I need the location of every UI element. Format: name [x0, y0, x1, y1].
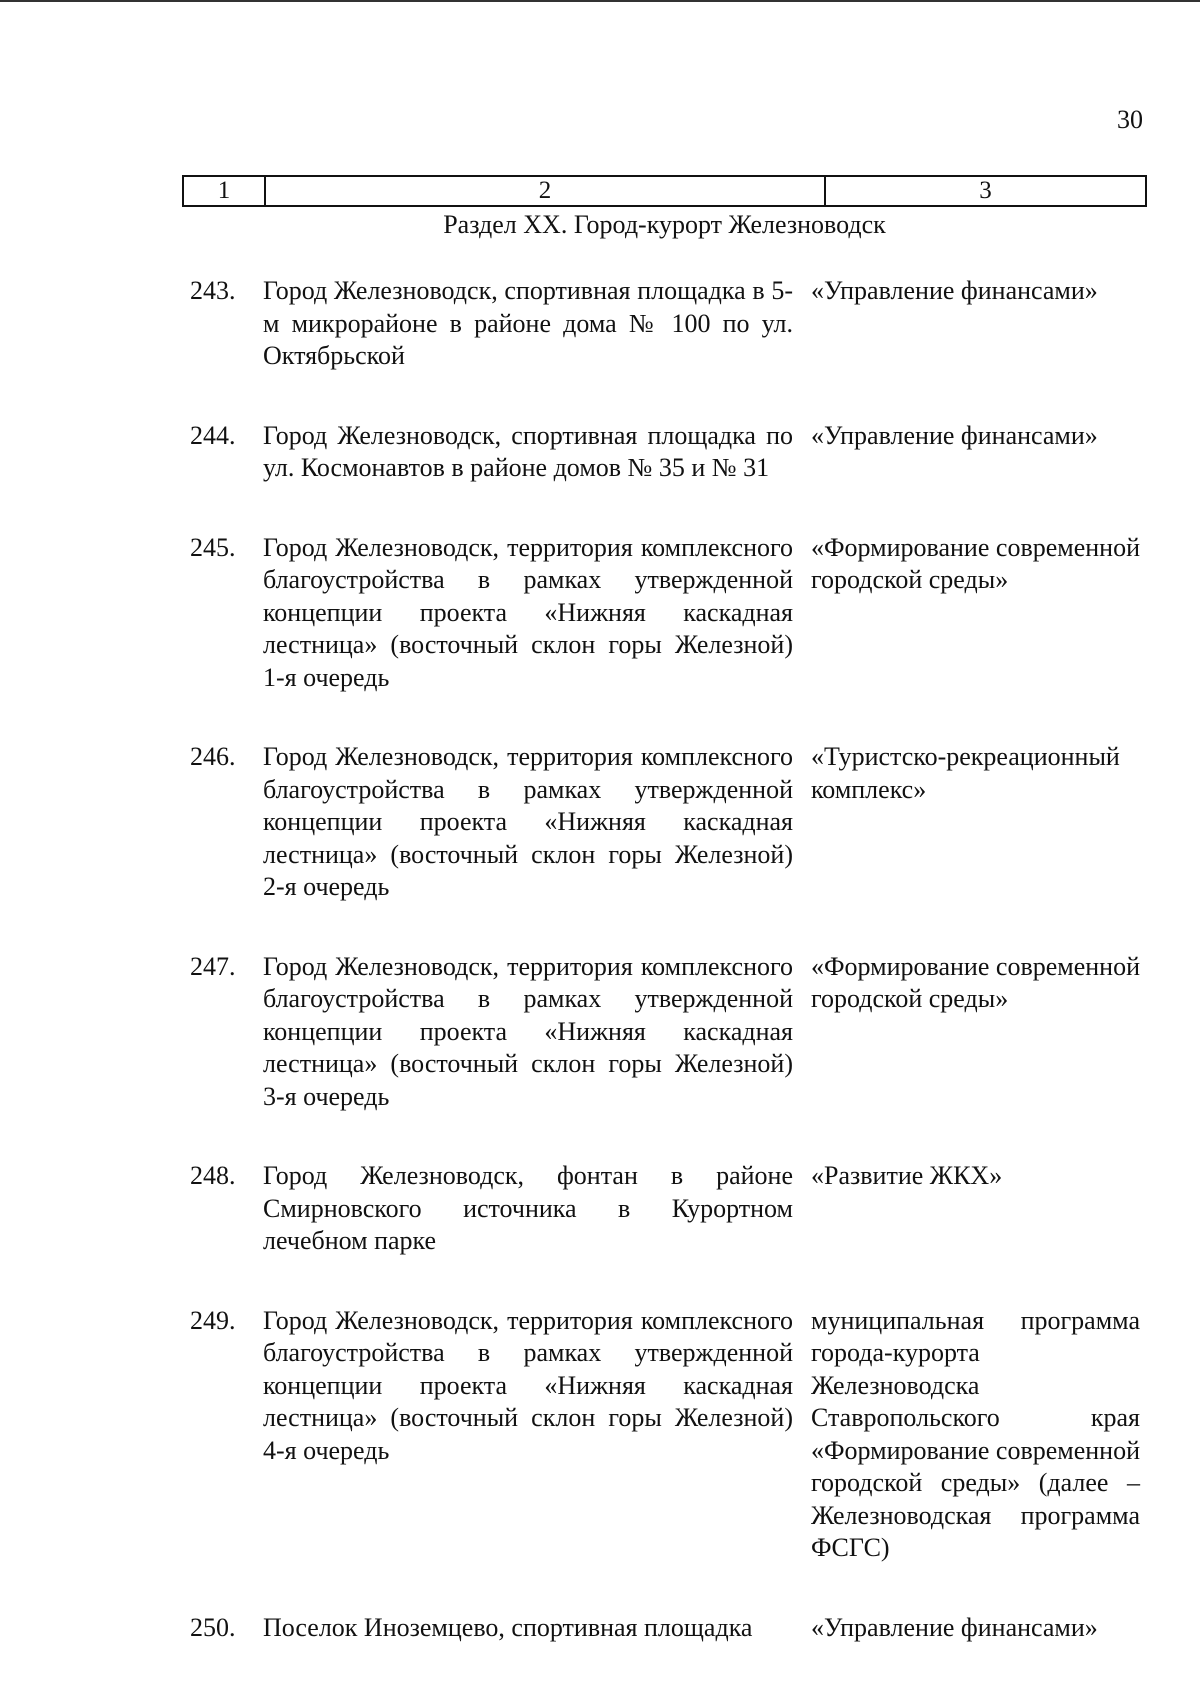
entry-object: Поселок Иноземцево, спортивная площадка — [263, 1612, 753, 1642]
entry-number: 245. — [190, 532, 236, 562]
column-header-1: 1 — [184, 177, 266, 205]
entry-number: 244. — [190, 420, 236, 450]
entry-program: «Управление финансами» — [811, 1612, 1098, 1642]
entry-program: муниципальная программа города-курорта Железноводска Ставропольского края «Формирование современной городской среды» (далее – Железноводская программа ФСГС) — [811, 1305, 1140, 1562]
page-number: 30 — [1117, 105, 1143, 134]
entry-program: «Развитие ЖКХ» — [811, 1161, 1003, 1190]
entry-object: Город Железноводск, территория комплексного благоустройства в рамках утвержденной концепции проекта «Нижняя каскадная лестница» (восточный склон горы Железной) 3-я очередь — [263, 951, 793, 1111]
section-title: Раздел XX. Город-курорт Железноводск — [443, 210, 886, 239]
entry-object: Город Железноводск, фонтан в районе Смирновского источника в Курортном лечебном парке — [263, 1161, 793, 1255]
entry-program: «Формирование современной городской среды» — [811, 951, 1140, 1013]
entry-number: 250. — [190, 1612, 236, 1642]
entry-program: «Управление финансами» — [811, 420, 1098, 450]
entry-object: Город Железноводск, территория комплексного благоустройства в рамках утвержденной концепции проекта «Нижняя каскадная лестница» (восточный склон горы Железной) 1-я очередь — [263, 532, 793, 692]
column-header-2: 2 — [266, 177, 826, 205]
entry-object: Город Железноводск, спортивная площадка по ул. Космонавтов в районе домов № 35 и № 31 — [263, 420, 793, 482]
top-rule — [0, 0, 1200, 2]
entry-object: Город Железноводск, спортивная площадка в 5-м микрорайоне в районе дома № 100 по ул. Октябрьской — [263, 276, 793, 370]
entry-object: Город Железноводск, территория комплексного благоустройства в рамках утвержденной концепции проекта «Нижняя каскадная лестница» (восточный склон горы Железной) 2-я очередь — [263, 742, 793, 901]
entry-number: 243. — [190, 276, 236, 305]
list-item — [190, 532, 1140, 695]
list-item — [190, 1160, 1140, 1258]
entry-number: 246. — [190, 742, 236, 771]
entries-list — [190, 275, 1140, 1691]
entry-program: «Управление финансами» — [811, 276, 1098, 305]
entry-program: «Туристско-рекреационный комплекс» — [811, 742, 1120, 804]
list-item — [190, 275, 1140, 373]
entry-program: «Формирование современной городской среды» — [811, 532, 1140, 594]
list-item — [190, 420, 1140, 485]
entry-number: 248. — [190, 1161, 236, 1190]
entry-number: 249. — [190, 1305, 236, 1335]
column-header-row — [182, 175, 1147, 207]
list-item — [190, 1305, 1140, 1565]
entry-object: Город Железноводск, территория комплексного благоустройства в рамках утвержденной концепции проекта «Нижняя каскадная лестница» (восточный склон горы Железной) 4-я очередь — [263, 1305, 793, 1465]
list-item — [190, 1612, 1140, 1645]
list-item — [190, 741, 1140, 904]
entry-number: 247. — [190, 951, 236, 981]
column-header-3: 3 — [979, 177, 992, 204]
list-item — [190, 951, 1140, 1114]
